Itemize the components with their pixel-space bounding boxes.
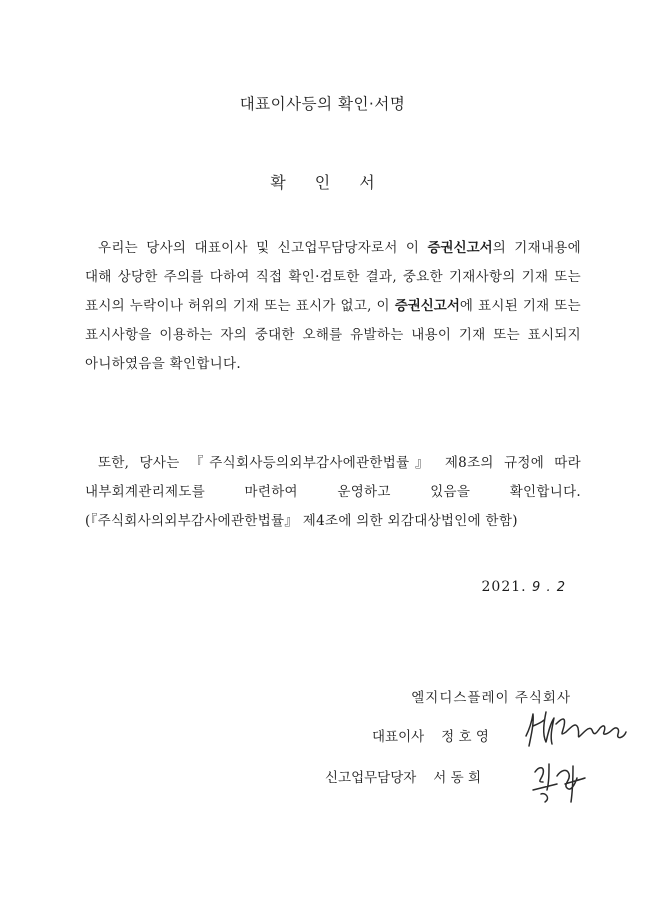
signatory-row-officer <box>325 766 481 786</box>
paragraph1-bold-2: 증권신고서 <box>394 298 460 314</box>
ceo-signature <box>520 706 630 752</box>
section-heading: 대표이사등의 확인·서명 <box>239 95 406 113</box>
confirmation-paragraph <box>85 234 581 379</box>
signatory-role: 신고업무담당자 <box>325 770 417 786</box>
signatory-role: 대표이사 <box>372 729 425 745</box>
internal-control-paragraph <box>85 449 581 536</box>
officer-signature <box>527 758 589 806</box>
paragraph1-text-3: 에 표시된 기재 또는 표시사항을 이용하는 자의 중대한 오해를 유발하는 내용이 기재 또는 표시되지 아니하였음을 확인합니다. <box>85 298 581 372</box>
paragraph2-text: 또한, 당사는 『주식회사등의외부감사에관한법률』 제8조의 규정에 따라 내부회계관리제도를 마련하여 운영하고 있음을 확인합니다.(『주식회사의외부감사에관한법률』 제4조에 의한 외감대상법인에 한함) <box>85 455 581 529</box>
paragraph1-text-1: 우리는 당사의 대표이사 및 신고업무담당자로서 이 <box>98 240 428 256</box>
date-handwritten: 9 . 2 <box>532 580 566 595</box>
signatory-row-ceo <box>372 725 489 745</box>
paragraph1-text-2: 의 기재내용에 대해 상당한 주의를 다하여 직접 확인·검토한 결과, 중요한 기재사항의 기재 또는 표시의 누락이나 허위의 기재 또는 표시가 없고, 이 <box>85 240 581 314</box>
document-title: 확 인 서 <box>270 173 387 192</box>
document-date <box>482 579 566 595</box>
signatory-name: 정 호 영 <box>441 729 489 745</box>
date-year: 2021. <box>481 579 533 595</box>
company-name: 엘지디스플레이 주식회사 <box>411 690 571 706</box>
signatory-name: 서 동 희 <box>433 770 482 786</box>
paragraph1-bold-1: 증권신고서 <box>427 240 493 256</box>
